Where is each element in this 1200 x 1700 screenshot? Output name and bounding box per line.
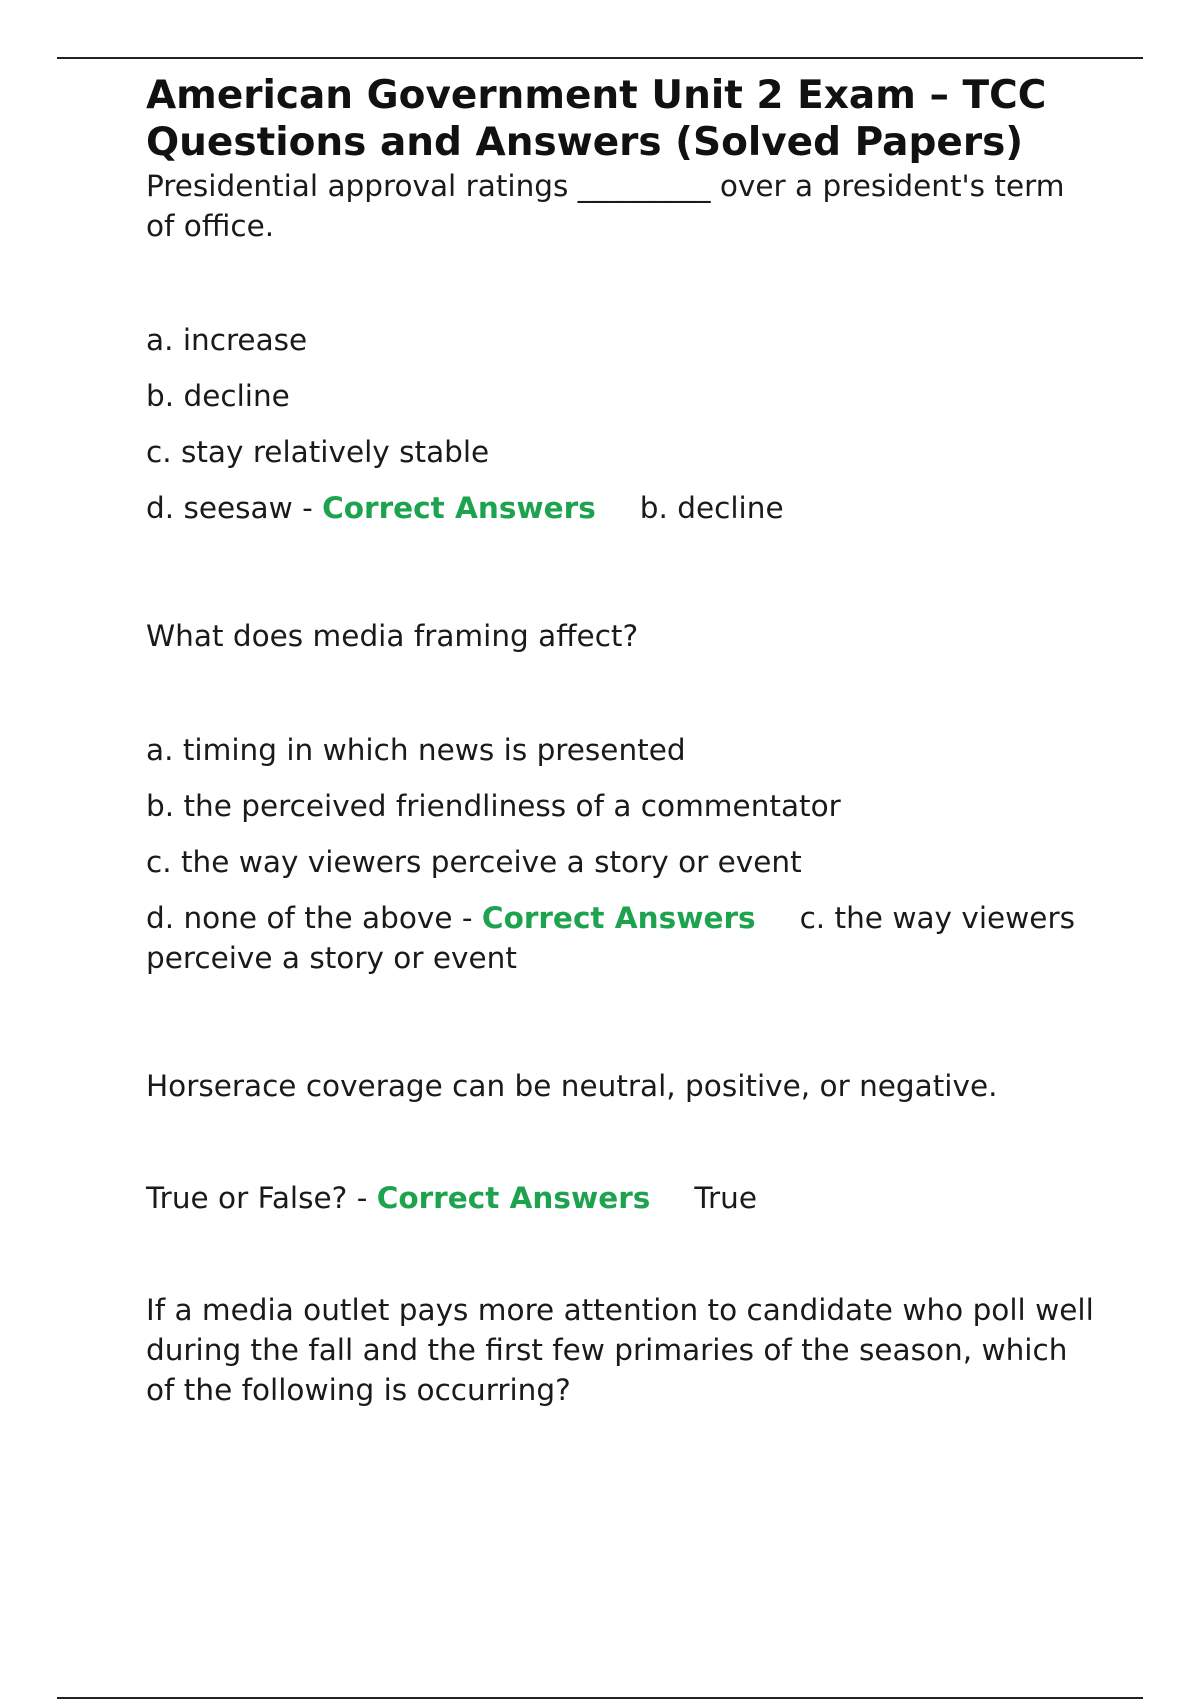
correct-answers-label: Correct Answers	[376, 1181, 651, 1215]
correct-answers-label: Correct Answers	[481, 901, 756, 935]
question-3	[146, 1066, 1096, 1218]
bottom-rule	[57, 1697, 1143, 1699]
question-stem: Presidential approval ratings _________ over a president's term of office.	[146, 169, 1065, 243]
correct-answer: b. decline	[639, 491, 784, 525]
answer-option: d. none of the above	[146, 901, 453, 935]
answer-option: b. decline	[146, 379, 290, 413]
correct-answers-label: Correct Answers	[322, 491, 596, 525]
answer-separator: -	[347, 1181, 377, 1215]
spacer	[146, 246, 1096, 320]
top-rule	[57, 57, 1143, 59]
question-prompt: True or False?	[146, 1181, 348, 1215]
document-content	[146, 72, 1096, 1410]
correct-answer: True	[694, 1181, 758, 1215]
answer-option: a. timing in which news is presented	[146, 733, 686, 767]
answer-line	[146, 1178, 1096, 1218]
spacer	[146, 994, 1096, 1066]
answer-option: d. seesaw	[146, 491, 293, 525]
document-title: American Government Unit 2 Exam – TCC Questions and Answers (Solved Papers)	[146, 73, 1047, 165]
question-stem: Horserace coverage can be neutral, positive, or negative.	[146, 1069, 998, 1103]
question-stem: If a media outlet pays more attention to candidate who poll well during the fall and the first few primaries of the season, which of the following is occurring?	[146, 1293, 1094, 1407]
question-1	[146, 166, 1096, 528]
answer-separator: -	[452, 901, 482, 935]
answer-option-with-answer	[146, 488, 1096, 528]
answer-option-with-answer	[146, 898, 1096, 978]
answer-option: a. increase	[146, 323, 308, 357]
question-2	[146, 616, 1096, 978]
answer-option: b. the perceived friendliness of a commentator	[146, 789, 841, 823]
answer-option: c. stay relatively stable	[146, 435, 490, 469]
correct-answer: c. the way viewers perceive a story or event	[146, 901, 1075, 975]
question-4	[146, 1290, 1096, 1410]
answer-option: c. the way viewers perceive a story or event	[146, 845, 802, 879]
spacer	[146, 1106, 1096, 1178]
spacer	[146, 1218, 1096, 1290]
spacer	[146, 544, 1096, 616]
answer-separator: -	[292, 491, 323, 525]
question-stem: What does media framing affect?	[146, 619, 639, 653]
spacer	[146, 656, 1096, 730]
